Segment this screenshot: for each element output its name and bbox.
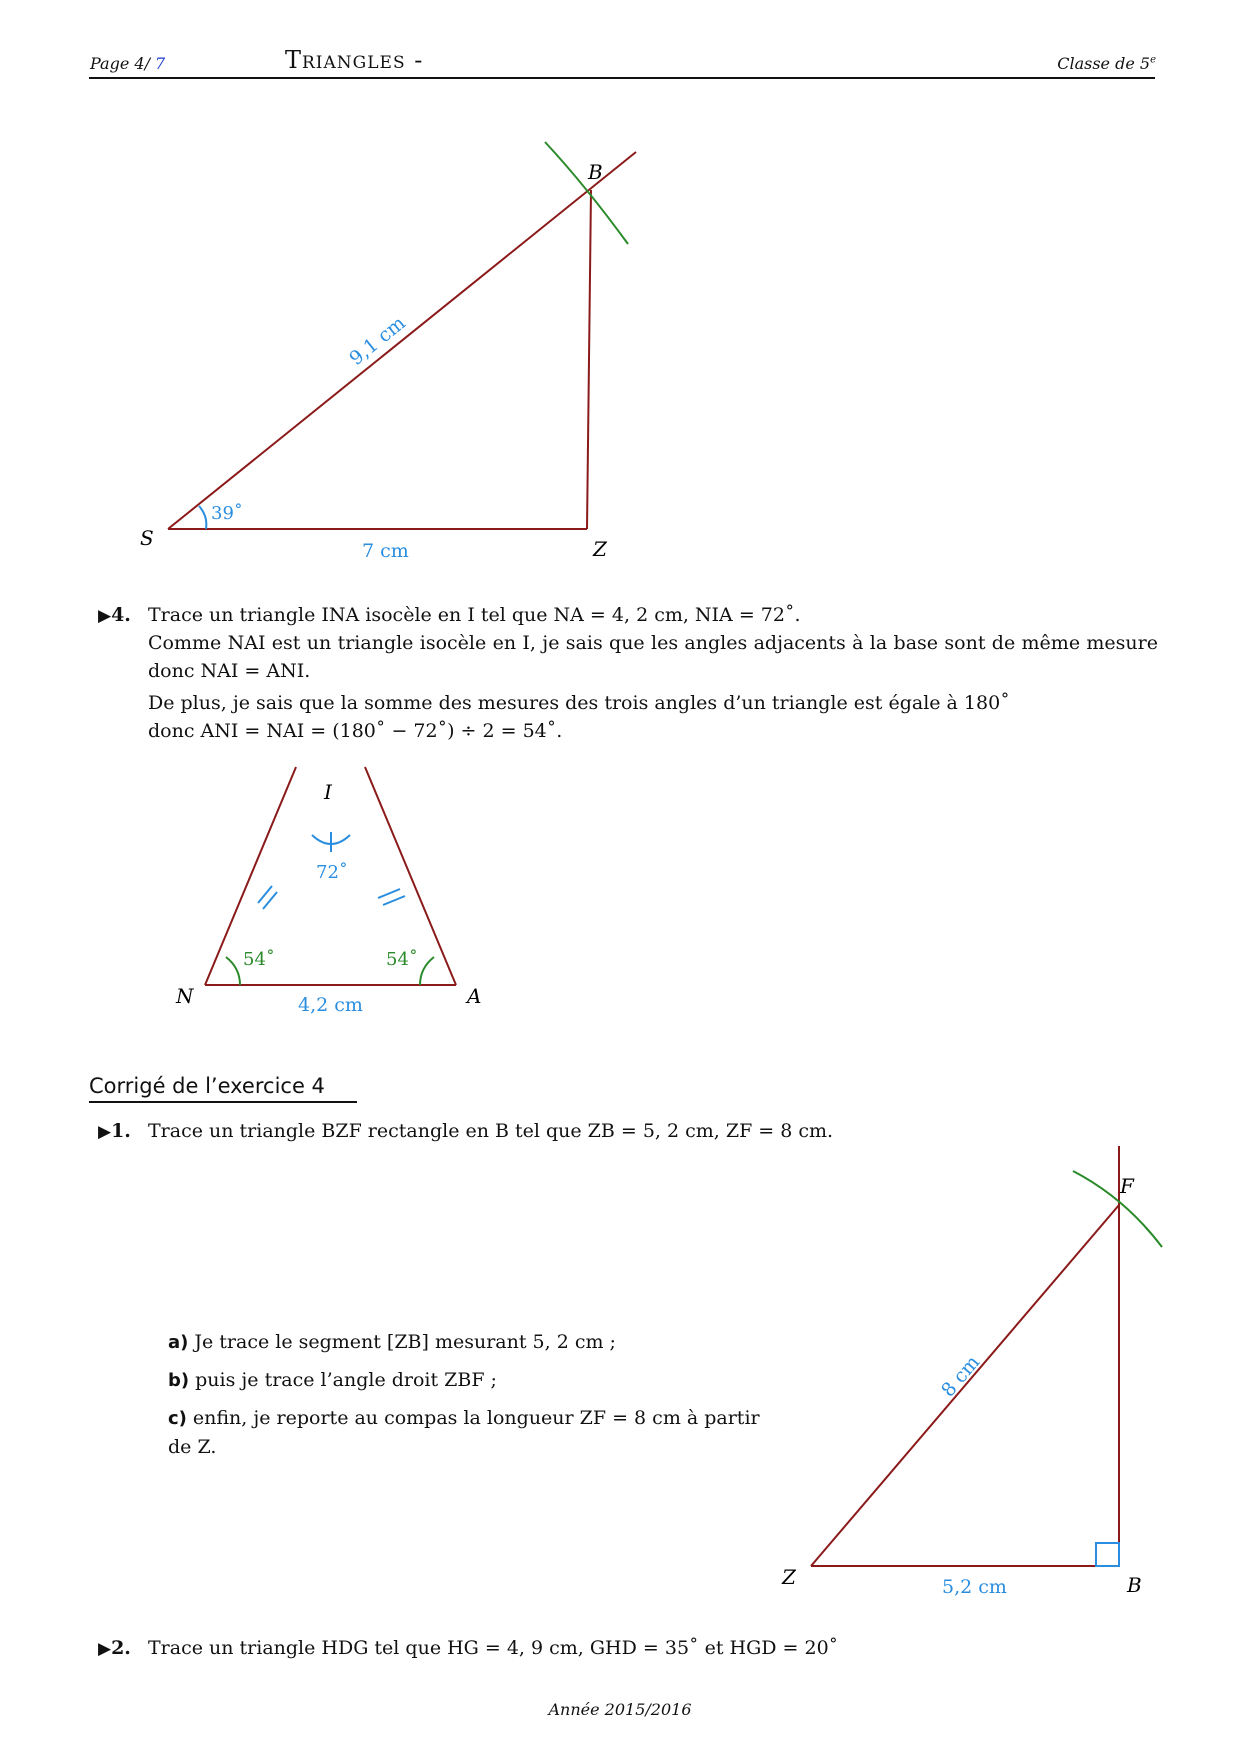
length-label-sz: 7 cm — [362, 540, 409, 562]
vertex-label-f: F — [1120, 1174, 1134, 1198]
item4-line1: Trace un triangle INA isocèle en I tel que NA = 4, 2 cm, NIA = 72˚. — [148, 604, 801, 626]
item-marker: ▶2. — [98, 1637, 131, 1659]
equal-ticks-ai — [378, 889, 405, 905]
page-title: Triangles - — [285, 46, 424, 74]
step-a: a) Je trace le segment [ZB] mesurant 5, 2 cm ; — [168, 1331, 616, 1353]
vertex-label-i: I — [324, 780, 332, 804]
length-label-sb: 9,1 cm — [345, 312, 410, 370]
angle-arc-s — [199, 506, 206, 529]
angle-label-i: 72˚ — [316, 862, 348, 883]
ex4-item1-text: Trace un triangle BZF rectangle en B tel que ZB = 5, 2 cm, ZF = 8 cm. — [148, 1120, 834, 1142]
page-footer: Année 2015/2016 — [548, 1700, 692, 1719]
item-marker: ▶4. — [98, 604, 131, 626]
item4-line3: De plus, je sais que la somme des mesures des trois angles d’un triangle est égale à 180˚ — [148, 692, 1010, 714]
angle-arc-a — [420, 957, 434, 985]
class-label: Classe de 5e — [1057, 54, 1156, 73]
vertex-label-a: A — [467, 984, 482, 1008]
angle-arc-n — [226, 957, 240, 985]
page-number: Page 4/ 7 — [90, 54, 166, 73]
vertex-label-z-fig3: Z — [782, 1565, 796, 1589]
length-label-na: 4,2 cm — [298, 994, 363, 1016]
page-total-link[interactable]: 7 — [155, 54, 166, 73]
length-label-zf: 8 cm — [937, 1351, 985, 1402]
section-rule — [89, 1101, 357, 1103]
step-c: c) enfin, je reporte au compas la longueur ZF = 8 cm à partir de Z. — [168, 1407, 760, 1458]
right-angle-mark-b — [1096, 1543, 1119, 1566]
item4-line4: donc ANI = NAI = (180˚ − 72˚) ÷ 2 = 54˚. — [148, 720, 563, 742]
exercise-item-4 — [98, 601, 1158, 745]
ex4-item2-text: Trace un triangle HDG tel que HG = 4, 9 cm, GHD = 35˚ et HGD = 20˚ — [148, 1637, 839, 1659]
vertex-label-b: B — [588, 160, 603, 184]
length-label-zb: 5,2 cm — [942, 1576, 1007, 1598]
item-marker: ▶1. — [98, 1120, 131, 1142]
segment-sb — [168, 152, 636, 529]
angle-label-s: 39˚ — [211, 503, 243, 524]
vertex-label-n: N — [176, 984, 194, 1008]
compass-arc-f — [1073, 1171, 1162, 1247]
angle-label-a: 54˚ — [386, 949, 418, 970]
item4-line2: Comme NAI est un triangle isocèle en I, je sais que les angles adjacents à la base sont de même mesure donc NAI = ANI. — [148, 632, 1158, 682]
vertex-label-s: S — [140, 526, 154, 550]
triangle-szb-lines — [168, 152, 636, 529]
vertex-label-b-fig3: B — [1127, 1573, 1142, 1597]
vertex-label-z: Z — [593, 537, 607, 561]
item-bullet-icon: ▶ — [98, 1639, 112, 1659]
segment-zb — [587, 190, 591, 529]
equal-ticks-ni — [258, 886, 277, 909]
exercise4-item-1 — [98, 1117, 1158, 1145]
exercise4-item-2 — [98, 1634, 1158, 1662]
step-b: b) puis je trace l’angle droit ZBF ; — [168, 1369, 497, 1391]
item-bullet-icon: ▶ — [98, 606, 112, 626]
angle-label-n: 54˚ — [243, 949, 275, 970]
item-bullet-icon: ▶ — [98, 1122, 112, 1142]
section-title: Corrigé de l’exercice 4 — [89, 1074, 325, 1098]
